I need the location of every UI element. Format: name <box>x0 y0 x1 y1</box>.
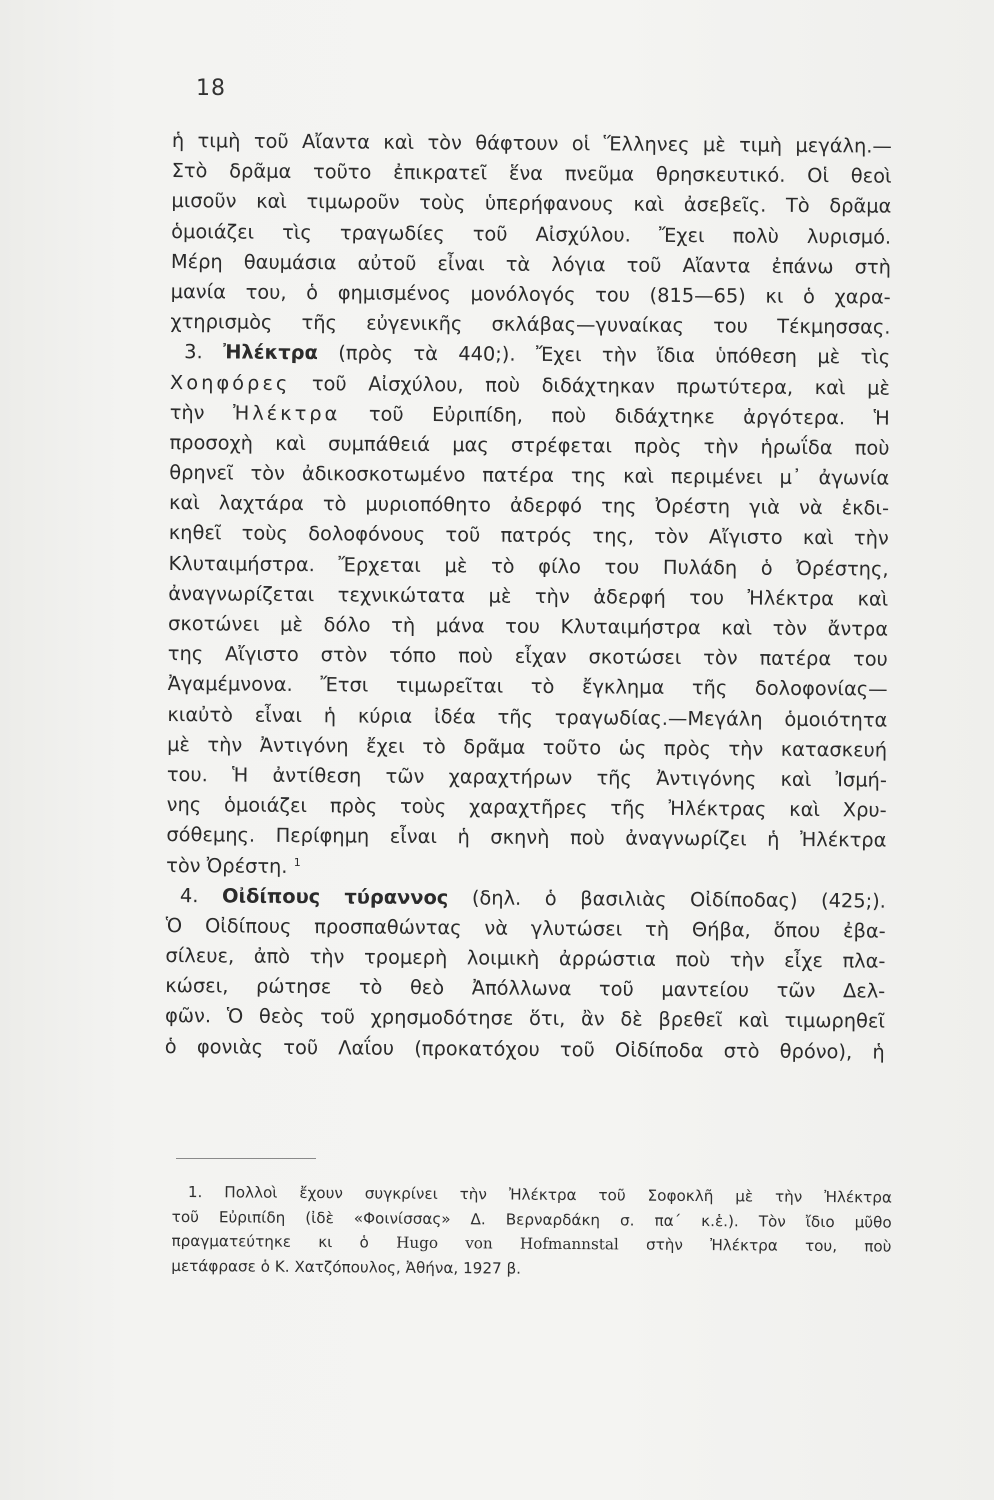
text-line: μισοῦν καὶ τιμωροῦν τοὺς ὑπερήφανους καὶ ἀσεβεῖς. Τὸ δρᾶμα <box>171 189 892 219</box>
text-fragment: τοῦ Εὐριπίδη, ποὺ διδάχτηκε ἀργότερα. Ἡ <box>368 402 890 430</box>
text-line: κιαὐτὸ εἶναι ἡ κύρια ἰδέα τῆς τραγωδίας.—Μεγάλη ὁμοιότητα <box>167 702 888 732</box>
text-line: ὁ φονιὰς τοῦ Λαΐου (προκατόχου τοῦ Οἰδίποδα στὸ θρόνο), ἡ <box>164 1034 885 1064</box>
text-line: ὁμοιάζει τὶς τραγωδίες τοῦ Αἰσχύλου. Ἔχει πολὺ λυρισμό. <box>171 219 892 249</box>
text-fragment: τὴν <box>169 400 205 424</box>
footnote <box>171 1180 892 1284</box>
text-line: σκοτώνει μὲ δόλο τὴ μάνα του Κλυταιμήστρα καὶ τὸν ἄντρα <box>168 611 889 641</box>
text-line: ἀναγνωρίζεται τεχνικώτατα μὲ τὴν ἀδερφή του Ἠλέκτρα καὶ <box>168 581 889 611</box>
text-line: σόθεμης. Περίφημη εἶναι ἡ σκηνὴ ποὺ ἀναγνωρίζει ἡ Ἠλέκτρα <box>166 823 887 852</box>
text-line: νης ὁμοιάζει πρὸς τοὺς χαραχτῆρες τῆς Ἠλέκτρας καὶ Χρυ- <box>166 793 887 822</box>
footnote-line: μετάφρασε ὁ Κ. Χατζόπουλος, Ἀθήνα, 1927 β. <box>171 1256 522 1278</box>
latin-author-name: Hugo von Hofmannstal <box>396 1233 619 1254</box>
section-3-heading-rest: (πρὸς τὰ 440;). Ἔχει τὴν ἴδια ὑπόθεση μὲ τὶς <box>338 341 891 369</box>
text-fragment: Πολλοὶ ἔχουν συγκρίνει τὴν Ἠλέκτρα τοῦ Σοφοκλῆ μὲ τὴν Ἠλέκτρα <box>224 1183 892 1207</box>
text-line: Ὁ Οἰδίπους προσπαθώντας νὰ γλυτώσει τὴ Θήβα, ὅπου ἐβα- <box>165 913 886 943</box>
text-line: προσοχὴ καὶ συμπάθειά μας στρέφεται πρὸς τὴν ἡρωΐδα ποὺ <box>169 430 890 460</box>
text-line: θρηνεῖ τὸν ἀδικοσκοτωμένο πατέρα της καὶ περιμένει μ᾽ ἀγωνία <box>169 461 890 490</box>
section-3-heading-line <box>170 337 890 373</box>
text-line: ἡ τιμὴ τοῦ Αἴαντα καὶ τὸν θάφτουν οἱ Ἕλληνες μὲ τιμὴ μεγάλη.— <box>171 128 892 158</box>
text-line: του. Ἡ ἀντίθεση τῶν χαραχτήρων τῆς Ἀντιγόνης καὶ Ἰσμή- <box>166 762 887 792</box>
text-line: Κλυταιμήστρα. Ἔρχεται μὲ τὸ φίλο του Πυλάδη ὁ Ὀρέστης, <box>168 551 889 581</box>
text-line: σίλευε, ἀπὸ τὴν τρομερὴ λοιμικὴ ἀρρώστια ποὺ τὴν εἶχε πλα- <box>165 944 886 973</box>
page-number: 18 <box>196 76 226 101</box>
footnote-reference[interactable]: 1 <box>293 855 301 869</box>
text-line: κηθεῖ τοὺς δολοφόνους τοῦ πατρός της, τὸν Αἴγιστο καὶ τὴν <box>168 521 889 551</box>
section-3-title: Ἠλέκτρα <box>223 340 318 365</box>
section-4-number: 4. <box>179 883 199 907</box>
text-fragment: τοῦ Αἰσχύλου, ποὺ διδάχτηκαν πρωτύτερα, καὶ μὲ <box>311 371 891 400</box>
text-line: της Αἴγιστο στὸν τόπο ποὺ εἶχαν σκοτώσει τὸν πατέρα του <box>167 642 888 671</box>
text-line: καὶ λαχτάρα τὸ μυριοπόθητο ἀδερφό της Ὀρέστη γιὰ νὰ ἐκδι- <box>168 491 890 520</box>
text-fragment: στὴν Ἠλέκτρα του, ποὺ <box>645 1235 892 1256</box>
text-line: Μέρη θαυμάσια αὐτοῦ εἶναι τὰ λόγια τοῦ Αἴαντα ἐπάνω στὴ <box>170 249 892 279</box>
footnote-line: τοῦ Εὐριπίδη (ἰδὲ «Φοινίσσας» Δ. Βερναρδάκη σ. πα´ κ.ἑ.). Τὸν ἴδιο μῦθο <box>171 1207 892 1232</box>
text-fragment: πραγματεύτηκε κι ὁ <box>171 1232 369 1252</box>
text-line: χτηρισμὸς τῆς εὐγενικῆς σκλάβας—γυναίκας του Τέκμησσας. <box>170 310 891 339</box>
work-title-choephoroi: Χοηφόρες <box>169 370 291 395</box>
text-line: κώσει, ρώτησε τὸ θεὸ Ἀπόλλωνα τοῦ μαντείου τῶν Δελ- <box>165 974 886 1003</box>
main-text <box>165 126 892 1067</box>
text-line: μανία του, ὁ φημισμένος μονόλογός του (815—65) κι ὁ χαρα- <box>170 279 891 309</box>
section-4-title: Οἰδίπους τύραννος <box>221 884 449 909</box>
text-line: Ἀγαμέμνονα. Ἔτσι τιμωρεῖται τὸ ἔγκλημα τῆς δολοφονίας— <box>167 672 888 702</box>
work-title-electra: Ἠλέκτρα <box>232 401 341 426</box>
footnote-divider <box>176 1158 316 1159</box>
section-3-number: 3. <box>184 340 203 364</box>
text-fragment: τὸν Ὀρέστη. <box>166 853 288 878</box>
text-line: φῶν. Ὁ θεὸς τοῦ χρησμοδότησε ὅτι, ἂν δὲ βρεθεῖ καὶ τιμωρηθεῖ <box>164 1004 886 1034</box>
text-line: Στὸ δρᾶμα τοῦτο ἐπικρατεῖ ἕνα πνεῦμα θρησκευτικό. Οἱ θεοὶ <box>171 159 892 188</box>
footnote-number: 1. <box>187 1182 203 1202</box>
text-line: μὲ τὴν Ἀντιγόνη ἔχει τὸ δρᾶμα τοῦτο ὡς πρὸς τὴν κατασκευή <box>167 732 888 762</box>
section-4-heading-rest: (δηλ. ὁ βασιλιὰς Οἰδίποδας) (425;). <box>471 886 886 913</box>
